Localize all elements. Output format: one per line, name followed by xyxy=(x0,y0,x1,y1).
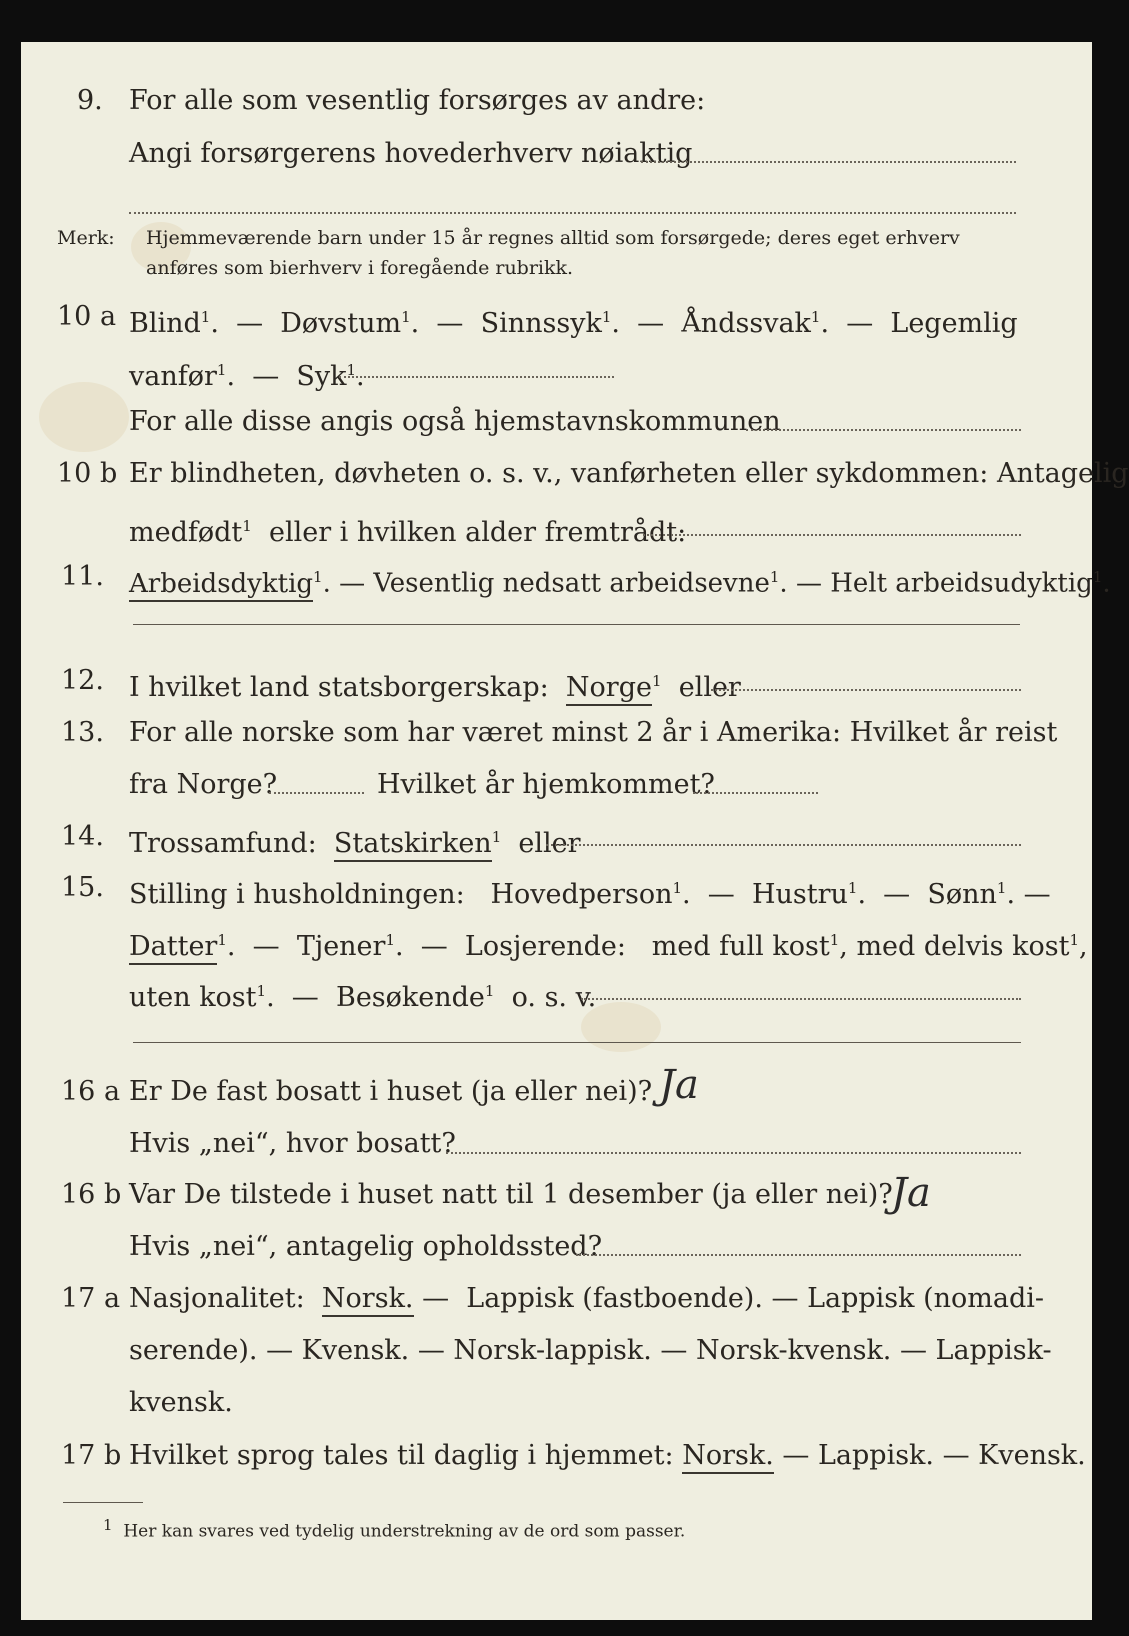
q17b-line1: Hvilket sprog tales til daglig i hjemmet: Norsk. — Lappisk. — Kvensk. xyxy=(129,1439,1086,1473)
q10b-line2: medfødt$^1$ eller i hvilken alder fremtrådt: xyxy=(129,517,687,548)
fill-line xyxy=(129,212,1016,214)
fill-line xyxy=(693,792,818,794)
item-number: 15. xyxy=(61,872,104,903)
item-number: 16 b xyxy=(61,1179,122,1210)
fill-line xyxy=(269,792,364,794)
note-line1: Hjemmeværende barn under 15 år regnes alltid som forsørgede; deres eget erhverv xyxy=(146,227,960,249)
item-number: 10 b xyxy=(57,458,118,489)
item-number: 12. xyxy=(61,665,104,696)
handwritten-answer: Ja xyxy=(659,1062,699,1108)
q17a-line1: Nasjonalitet: Norsk. — Lappisk (fastboende). — Lappisk (nomadi- xyxy=(129,1282,1044,1316)
q10a-line3: For alle disse angis også hjemstavnskommunen xyxy=(129,406,781,437)
note-line2: anføres som bierhverv i foregående rubrikk. xyxy=(146,257,574,279)
item-number: 14. xyxy=(61,821,104,852)
fill-line xyxy=(546,844,1021,846)
q11-line1: Arbeidsdyktig$^1$. — Vesentlig nedsatt arbeidsevne$^1$. — Helt arbeidsudyktig$^1$. xyxy=(129,560,1111,601)
item-number: 17 b xyxy=(61,1440,122,1471)
fill-line xyxy=(339,376,614,378)
q10a-line2: vanfør$^1$. — Syk$^1$. xyxy=(129,361,365,392)
paper-stain xyxy=(39,382,129,452)
q17a-line3: kvensk. xyxy=(129,1387,233,1418)
fill-line xyxy=(746,429,1021,431)
q16a-line1: Er De fast bosatt i huset (ja eller nei)? xyxy=(129,1076,653,1107)
item-number: 17 a xyxy=(61,1283,121,1314)
q16b-line2: Hvis „nei“, antagelig opholdssted? xyxy=(129,1231,603,1262)
item-number: 9. xyxy=(77,85,103,116)
answer-line xyxy=(133,1042,1021,1043)
item-number: 16 a xyxy=(61,1076,121,1107)
q16b-line1: Var De tilstede i huset natt til 1 desember (ja eller nei)? xyxy=(129,1179,893,1210)
q15-line2: Datter$^1$. — Tjener$^1$. — Losjerende: med full kost$^1$, med delvis kost$^1$, xyxy=(129,923,1088,964)
fill-line xyxy=(446,1152,1021,1154)
fill-line xyxy=(576,1254,1021,1256)
q15-line3: uten kost$^1$. — Besøkende$^1$ o. s. v. xyxy=(129,982,597,1013)
item-number: 13. xyxy=(61,717,104,748)
census-form-page xyxy=(21,42,1129,1620)
note-label: Merk: xyxy=(57,227,115,249)
q13-line1: For alle norske som har været minst 2 år i Amerika: Hvilket år reist xyxy=(129,717,1058,748)
q14-line1: Trossamfund: Statskirken$^1$ eller xyxy=(129,820,581,861)
fill-line xyxy=(641,161,1016,163)
footnote: $^1$ Her kan svares ved tydelig understrekning av de ord som passer. xyxy=(103,1516,686,1542)
answer-line xyxy=(133,624,1020,625)
q9-line1: For alle som vesentlig forsørges av andre: xyxy=(129,85,706,116)
item-number: 10 a xyxy=(57,301,117,332)
fill-line xyxy=(643,534,1021,536)
item-number: 11. xyxy=(61,561,104,592)
q9-line2: Angi forsørgerens hovederhverv nøiaktig xyxy=(129,138,693,169)
q16a-line2: Hvis „nei“, hvor bosatt? xyxy=(129,1128,456,1159)
q17a-line2: serende). — Kvensk. — Norsk-lappisk. — Norsk-kvensk. — Lappisk- xyxy=(129,1335,1052,1366)
q10b-line1: Er blindheten, døvheten o. s. v., vanførheten eller sykdommen: Antagelig xyxy=(129,458,1129,489)
handwritten-answer: Ja xyxy=(891,1170,931,1216)
q10a-line1: Blind$^1$. — Døvstum$^1$. — Sinnssyk$^1$. — Åndssvak$^1$. — Legemlig xyxy=(129,308,1018,339)
footnote-rule xyxy=(63,1502,143,1503)
q12-line1: I hvilket land statsborgerskap: Norge$^1$ eller xyxy=(129,664,741,705)
q13-line2a: fra Norge? xyxy=(129,769,278,800)
q13-line2b: Hvilket år hjemkommet? xyxy=(377,769,715,800)
fill-line xyxy=(581,998,1021,1000)
fill-line xyxy=(711,689,1021,691)
q15-line1: Stilling i husholdningen: Hovedperson$^1$. — Hustru$^1$. — Sønn$^1$. — xyxy=(129,879,1051,910)
